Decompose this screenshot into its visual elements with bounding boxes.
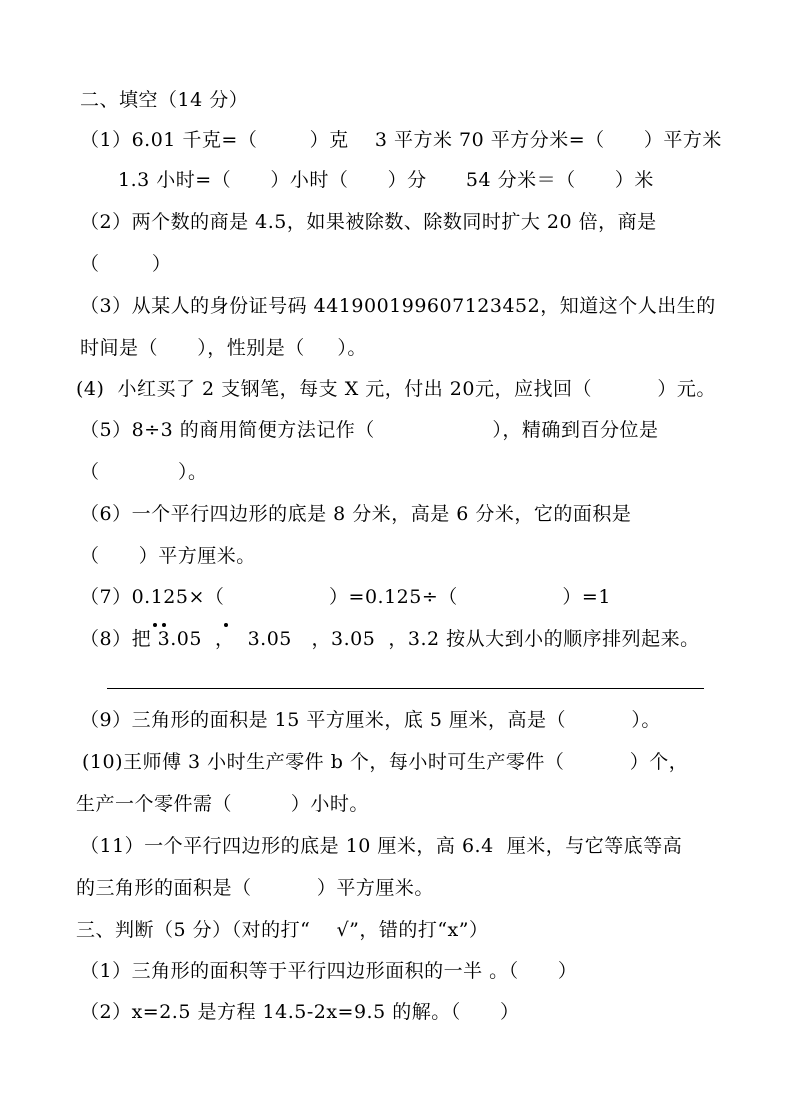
question-11-line-2: 的三角形的面积是（ ）平方厘米。: [76, 877, 434, 899]
question-10-line-1: (10)王师傅 3 小时生产零件 b 个，每小时可生产零件（ ）个，: [82, 751, 689, 773]
question-4: (4) 小红买了 2 支钢笔，每支 X 元，付出 20元，应找回（ ）元。: [76, 378, 716, 400]
question-11-line-1: （11）一个平行四边形的底是 10 厘米，高 6.4 厘米，与它等底等高: [80, 835, 683, 857]
section-heading-judgement: 三、判断（5 分）（对的打“ √”，错的打“x”）: [76, 919, 489, 941]
question-9: （9）三角形的面积是 15 平方厘米，底 5 厘米，高是（ ）。: [80, 709, 661, 731]
question-1-line-2: 1.3 小时=（ ）小时（ ）分 54 分米＝（ ）米: [118, 169, 654, 191]
question-1-line-1: （1）6.01 千克=（ ）克 3 平方米 70 平方分米=（ ）平方米: [80, 129, 722, 151]
question-7: （7）0.125×（ ）=0.125÷（ ）=1: [80, 586, 611, 608]
section-heading-fill-in: 二、填空（14 分）: [80, 89, 249, 111]
question-6-line-2: （ ）平方厘米。: [80, 545, 256, 567]
question-5-line-2: （ ）。: [80, 461, 208, 483]
repeating-decimal-dot: [224, 623, 228, 627]
question-5-line-1: （5）8÷3 的商用简便方法记作（ ），精确到百分位是: [80, 419, 659, 441]
judgement-1: （1）三角形的面积等于平行四边形面积的一半 。（ ）: [80, 960, 578, 982]
question-10-line-2: 生产一个零件需（ ）小时。: [76, 793, 369, 815]
question-6-line-1: （6）一个平行四边形的底是 8 分米，高是 6 分米，它的面积是: [80, 503, 632, 525]
question-3-line-2: 时间是（ ），性别是（ ）。: [80, 337, 367, 359]
question-2-line-1: （2）两个数的商是 4.5，如果被除数、除数同时扩大 20 倍，商是: [80, 211, 657, 233]
question-2-line-2: （ ）: [80, 253, 172, 275]
question-3-line-1: （3）从某人的身份证号码 441900199607123452，知道这个人出生的: [80, 295, 716, 317]
question-8: （8）把 3.05 ， 3.05 ，3.05 ，3.2 按从大到小的顺序排列起来。: [80, 628, 700, 650]
repeating-decimal-dot: [153, 623, 157, 627]
answer-line: [107, 688, 704, 689]
judgement-2: （2）x=2.5 是方程 14.5-2x=9.5 的解。（ ）: [80, 1001, 520, 1023]
repeating-decimal-dot: [162, 623, 166, 627]
